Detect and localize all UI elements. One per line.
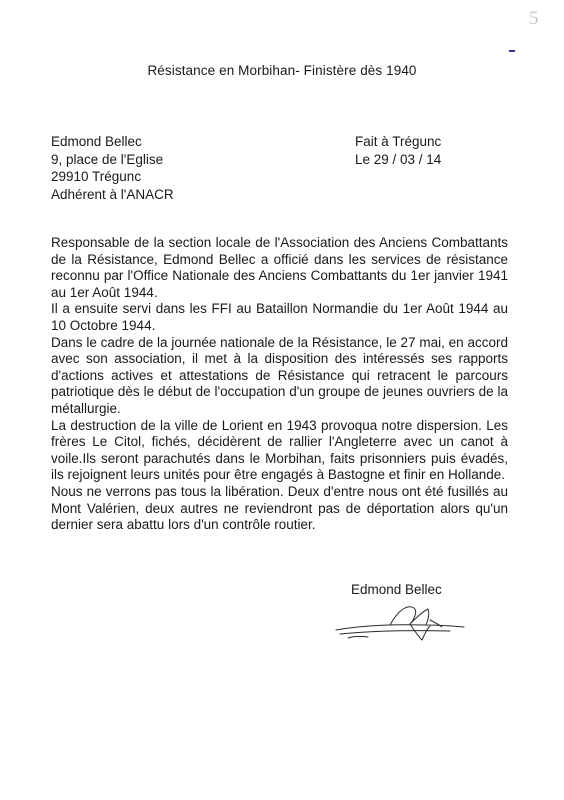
place-line: Fait à Trégunc [355,134,442,149]
place-date-block [355,133,441,168]
page-number-mark: 5 [529,8,539,29]
paragraph-lorient: La destruction de la ville de Lorient en 1943 provoqua notre dispersion. Les frères Le Citol, fichés, décidèrent de rallier l'Angleterre avec un canot à voile.Ils seront parachutés dans le Morbihan, faits prisonniers puis évadés, ils rejoignent leurs unités pour être engagés à Bastogne et finir en Hollande. [51,417,508,483]
sender-name: Edmond Bellec [51,134,142,149]
letter-body [51,235,508,534]
date-line: Le 29 / 03 / 14 [355,151,442,167]
sender-membership: Adhérent à l'ANACR [51,186,174,202]
corner-ink-dash [509,50,515,52]
paragraph-journee-nationale: Dans le cadre de la journée nationale de la Résistance, le 27 mai, en accord avec son association, il met à la disposition des intéressés ses rapports d'actions actives et attestations de Résistance qui retracent le parcours patriotique dès le début de l'occupation d'un groupe de jeunes ouvriers de la métallurgie. [51,334,508,416]
paragraph-liberation: Nous ne verrons pas tous la libération. Deux d'entre nous ont été fusillés au Mont Valérien, deux autres ne reviendront pas de déportation alors qu'un dernier sera abattu lors d'un contrôle routier. [51,483,508,533]
handwritten-signature [330,600,470,648]
closing-signatory-name: Edmond Bellec [351,582,442,597]
sender-street: 9, place de l'Eglise [51,151,164,167]
paragraph-responsable: Responsable de la section locale de l'Association des Anciens Combattants de la Résistance, Edmond Bellec a officié dans les services de résistance reconnu par l'Office Nationale des Anciens Combattants du 1er janvier 1941 au 1er Août 1944. [51,235,508,300]
sender-city: 29910 Trégunc [51,169,142,185]
sender-address-block [51,133,174,203]
document-title: Résistance en Morbihan- Finistère dès 1940 [147,63,417,78]
paragraph-ffi: Il a ensuite servi dans les FFI au Bataillon Normandie du 1er Août 1944 au 10 Octobre 1944. [51,301,508,333]
